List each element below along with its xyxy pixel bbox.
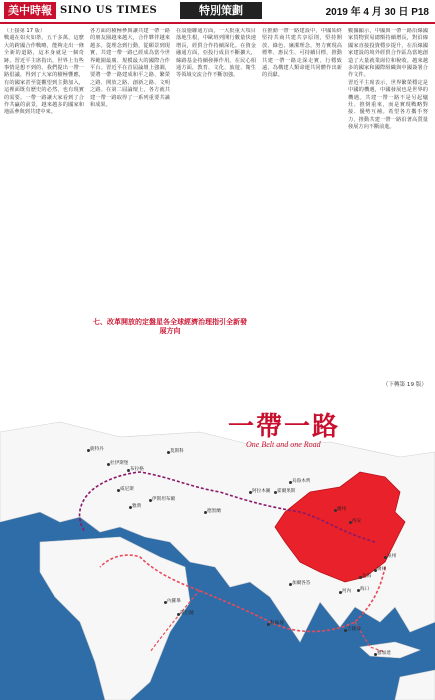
masthead-english: SINO US TIMES bbox=[60, 5, 158, 16]
city-label: 威尼斯 bbox=[120, 487, 134, 492]
city-label: 伊斯坦布爾 bbox=[152, 497, 175, 502]
masthead-chinese: 美中時報 bbox=[4, 2, 56, 19]
column-text: 在設施聯通方面，一大批重大項目落地生根，中歐班列開行數量快速增長，經貿合作持續深化。在資金融通方面，亞投行成員不斷擴大，絲路基金持續發揮作用。在民心相通方面，教育、文化、旅遊、衛生等領域交流合作不斷加強。 bbox=[176, 28, 256, 79]
city-label: 加爾各答 bbox=[292, 581, 311, 586]
city-label: 杜伊斯堡 bbox=[110, 461, 129, 466]
map-title: 一帶一路 bbox=[228, 412, 341, 442]
article-column-5 bbox=[348, 28, 428, 388]
city-label: 河內 bbox=[342, 589, 352, 594]
article-column-2 bbox=[90, 28, 170, 313]
section-label: 特別策劃 bbox=[180, 2, 262, 19]
city-label: 蒙巴薩 bbox=[180, 611, 194, 616]
map-subtitle: One Belt and one Road bbox=[246, 440, 321, 449]
city-label: 廣州 bbox=[377, 567, 387, 572]
city-label: 吉隆坡 bbox=[347, 627, 361, 632]
city-label: 雅加達 bbox=[377, 651, 391, 656]
city-label: 阿拉木圖 bbox=[252, 489, 271, 494]
column-text: 戰還在如火如荼。五千多萬，這麼大的跨國合作戰略，能夠走出一條全新的道路，這本身就是一個奇跡。習近平主席指出，世界上有些事情是想不到的，我們提出一帶一路倡議，得到了大家的積極響應，有的國家甚至從觀望到主動加入，這裡面既有歷史的必然，也有現實的需要。一帶一路讓大家看到了合作共贏的前景，越來越多的國家和地區參與到共建中來。 bbox=[4, 35, 84, 116]
city-label: 海口 bbox=[360, 587, 370, 592]
date-page-number: 2019 年 4 月 30 日 P18 bbox=[325, 7, 429, 18]
continued-to-note: （下轉第 19 版） bbox=[382, 382, 427, 388]
belt-and-road-map bbox=[0, 392, 435, 700]
city-label: 北海 bbox=[362, 574, 372, 579]
city-label: 科倫坡 bbox=[270, 621, 284, 626]
masthead bbox=[4, 2, 157, 19]
article-column-4 bbox=[262, 28, 342, 388]
world-map-graphic bbox=[0, 392, 435, 700]
city-label: 德黑蘭 bbox=[207, 509, 221, 514]
section-subheading: 七、改革開放的定盤星各全球經濟治理指引全新發展方向 bbox=[93, 318, 247, 335]
city-label: 蘭州 bbox=[337, 507, 347, 512]
city-label: 烏魯木齊 bbox=[292, 479, 311, 484]
city-label: 霍爾果斯 bbox=[277, 489, 296, 494]
city-label: 內羅畢 bbox=[167, 599, 181, 604]
page-header bbox=[0, 0, 435, 24]
city-label: 莫斯科 bbox=[170, 449, 184, 454]
column-text: 在推動一帶一路建設中，中國始終堅持共商共建共享原則，堅持開放、綠色、廉潔理念，努力實現高標準、惠民生、可持續目標，推動共建一帶一路走深走實、行穩致遠，為構建人類命運共同體作出新的貢獻。 bbox=[262, 28, 342, 79]
column-text: 數據顯示，中國與一帶一路沿線國家貨物貿易總額持續增長，對沿線國家直接投資穩步提升，在沿線國家建設的境外經貿合作區為當地創造了大量就業崗位和稅收。越來越多的國家和國際組織與中國簽署合作文件。 bbox=[348, 28, 428, 79]
city-label: 雅典 bbox=[132, 504, 142, 509]
city-label: 鹿特丹 bbox=[90, 447, 104, 452]
column-text: 習近平主席表示，世界繁榮穩定是中國的機遇，中國發展也是世界的機遇。共建一帶一路不是另起爐灶、推倒重來，而是實現戰略對接、優勢互補。希望各方攜手努力，推動共建一帶一路沿著高質量發展方向不斷前進。 bbox=[348, 79, 428, 131]
continued-from-note: （上接第 17 版） bbox=[4, 28, 46, 34]
column-text: 各方面的積極參與讓共建一帶一路的朋友圈越來越大，合作夥伴越來越多。從理念到行動，從願景到現實，共建一帶一路已經成為當今世界範圍最廣、規模最大的國際合作平台。習近平在首屆論壇上強調，要將一帶一路建成和平之路、繁榮之路、開放之路、創新之路、文明之路。在第二屆論壇上，各方就共建一帶一路取得了一系列重要共識和成果。 bbox=[90, 28, 170, 109]
article-column-3 bbox=[176, 28, 256, 313]
city-label: 布拉格 bbox=[130, 467, 144, 472]
article-column-1 bbox=[4, 28, 84, 388]
city-label: 西安 bbox=[352, 519, 362, 524]
city-label: 泉州 bbox=[387, 554, 397, 559]
